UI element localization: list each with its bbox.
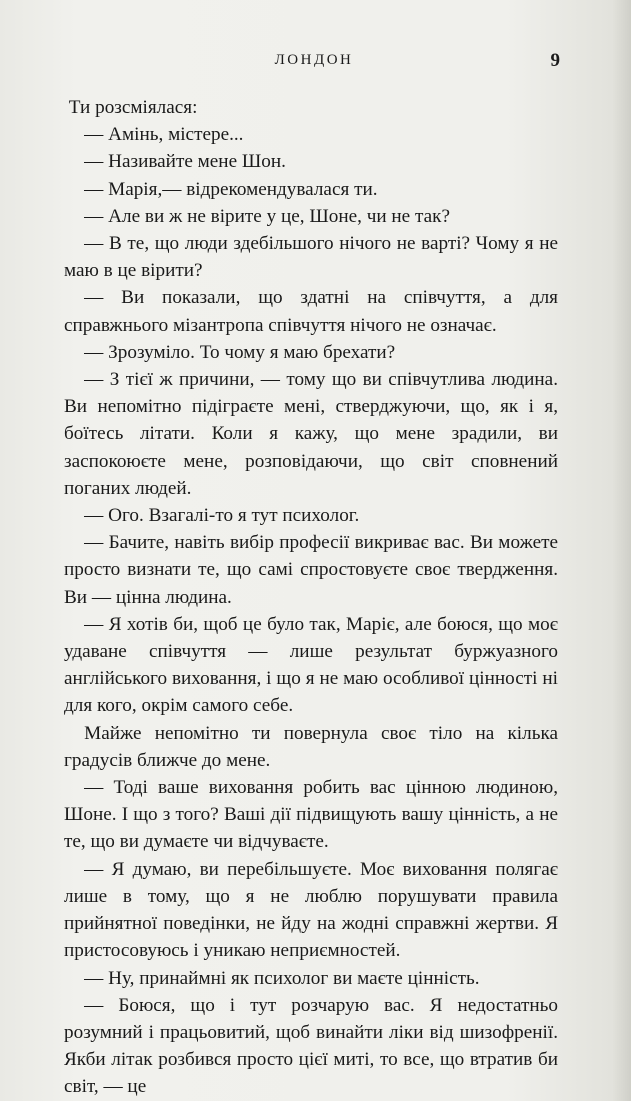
page-header (64, 50, 564, 74)
paragraph: — Ну, принаймні як психолог ви маєте цінність. (84, 967, 480, 989)
paragraph: — Зрозуміло. То чому я маю брехати? (84, 341, 396, 363)
paragraph: — Боюся, що і тут розчарую вас. Я недостатньо розумний і працьовитий, щоб винайти ліки від шизофренії. Якби літак розбився просто цієї миті, то все, що втратив би світ, — це (64, 994, 558, 1098)
paragraph: — З тієї ж причини, — тому що ви співчутлива людина. Ви непомітно підіграєте мені, стверджуючи, що, як і я, боїтесь літати. Коли я кажу, що мене зрадили, ви заспокоюєте мене, розповідаючи, що світ сповнений поганих людей. (64, 369, 558, 499)
paragraph: — Ого. Взагалі-то я тут психолог. (84, 505, 360, 527)
paragraph: — Амінь, містере... (84, 124, 244, 146)
paragraph: Ти розсміялася: (68, 97, 198, 118)
paragraph: — Марія,— відрекомендувалася ти. (84, 178, 378, 200)
page-number: 9 (550, 50, 560, 71)
paragraph: — Називайте мене Шон. (84, 151, 286, 173)
paragraph: — Бачите, навіть вибір професії викриває вас. Ви можете просто визнати те, що самі спростовуєте своє твердження. Ви — цінна людина. (64, 532, 558, 608)
paragraph: — Ви показали, що здатні на співчуття, а для справжнього мізантропа співчуття нічого не означає. (64, 287, 558, 336)
running-title: ЛОНДОН (274, 52, 354, 68)
paragraph: — Я думаю, ви перебільшуєте. Моє виховання полягає лише в тому, що я не люблю порушувати правила прийнятної поведінки, не йду на жодні справжні жертви. Я пристосовуюсь і уникаю неприємностей. (64, 858, 558, 962)
paragraph: — В те, що люди здебільшого нічого не варті? Чому я не маю в це вірити? (64, 233, 558, 282)
paragraph: — Тоді ваше виховання робить вас цінною людиною, Шоне. І що з того? Ваші дії підвищують вашу цінність, а не те, що ви думаєте чи відчуваєте. (64, 777, 558, 853)
paragraph: Майже непомітно ти повернула своє тіло на кілька градусів ближче до мене. (64, 722, 558, 771)
paragraph: — Я хотів би, щоб це було так, Маріє, але боюся, що моє удаване співчуття — лише результат буржуазного англійського виховання, і що я не маю особливої цінності ні для кого, окрім самого себе. (64, 613, 558, 717)
body-text (64, 94, 558, 1101)
paragraph: — Але ви ж не вірите у це, Шоне, чи не так? (84, 205, 450, 227)
